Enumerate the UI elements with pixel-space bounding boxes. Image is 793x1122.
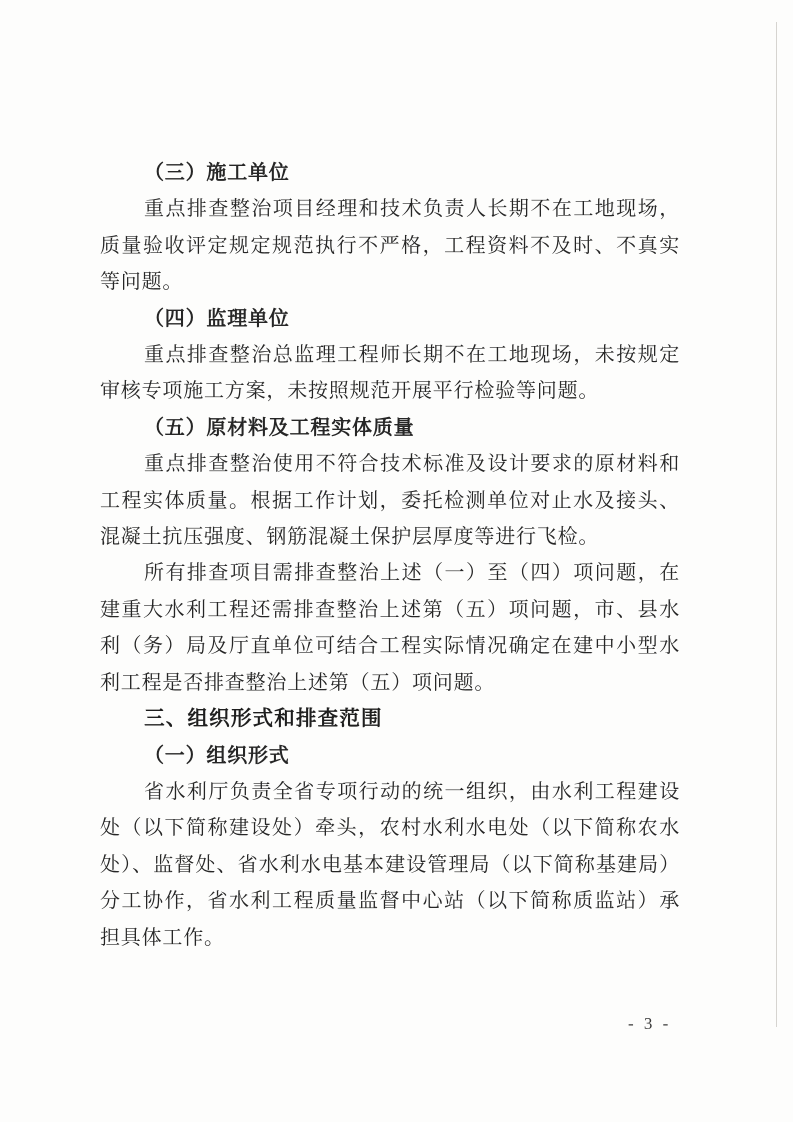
section-heading-materials-quality: （五）原材料及工程实体质量 <box>144 416 415 439</box>
paragraph-materials-quality: 重点排查整治使用不符合技术标准及设计要求的原材料和工程实体质量。根据工作计划，委托检测单位对止水及接头、混凝土抗压强度、钢筋混凝土保护层厚度等进行飞检。 <box>100 453 680 549</box>
chapter-heading-organization: 三、组织形式和排查范围 <box>144 707 383 731</box>
paragraph-supervision-unit: 重点排查整治总监理工程师长期不在工地现场，未按规定审核专项施工方案，未按照规范开展平行检验等问题。 <box>100 344 680 403</box>
document-body <box>100 155 680 956</box>
paragraph-scope-of-items: 所有排查项目需排查整治上述（一）至（四）项问题，在建重大水利工程还需排查整治上述第（五）项问题，市、县水利（务）局及厅直单位可结合工程实际情况确定在建中小型水利工程是否排查整治上述第（五）项问题。 <box>100 562 680 694</box>
section-heading-organization-form: （一）组织形式 <box>144 744 290 767</box>
paragraph-construction-unit: 重点排查整治项目经理和技术负责人长期不在工地现场，质量验收评定规定规范执行不严格，工程资料不及时、不真实等问题。 <box>100 198 680 294</box>
section-heading-supervision-unit: （四）监理单位 <box>144 307 290 330</box>
scan-edge-line <box>776 22 777 1027</box>
section-heading-construction-unit: （三）施工单位 <box>144 162 290 184</box>
page-number: - 3 - <box>628 1014 672 1033</box>
paragraph-organization-form: 省水利厅负责全省专项行动的统一组织，由水利工程建设处（以下简称建设处）牵头，农村水利水电处（以下简称农水处）、监督处、省水利水电基本建设管理局（以下简称基建局）分工协作，省水利工程质量监督中心站（以下简称质监站）承担具体工作。 <box>100 780 680 949</box>
